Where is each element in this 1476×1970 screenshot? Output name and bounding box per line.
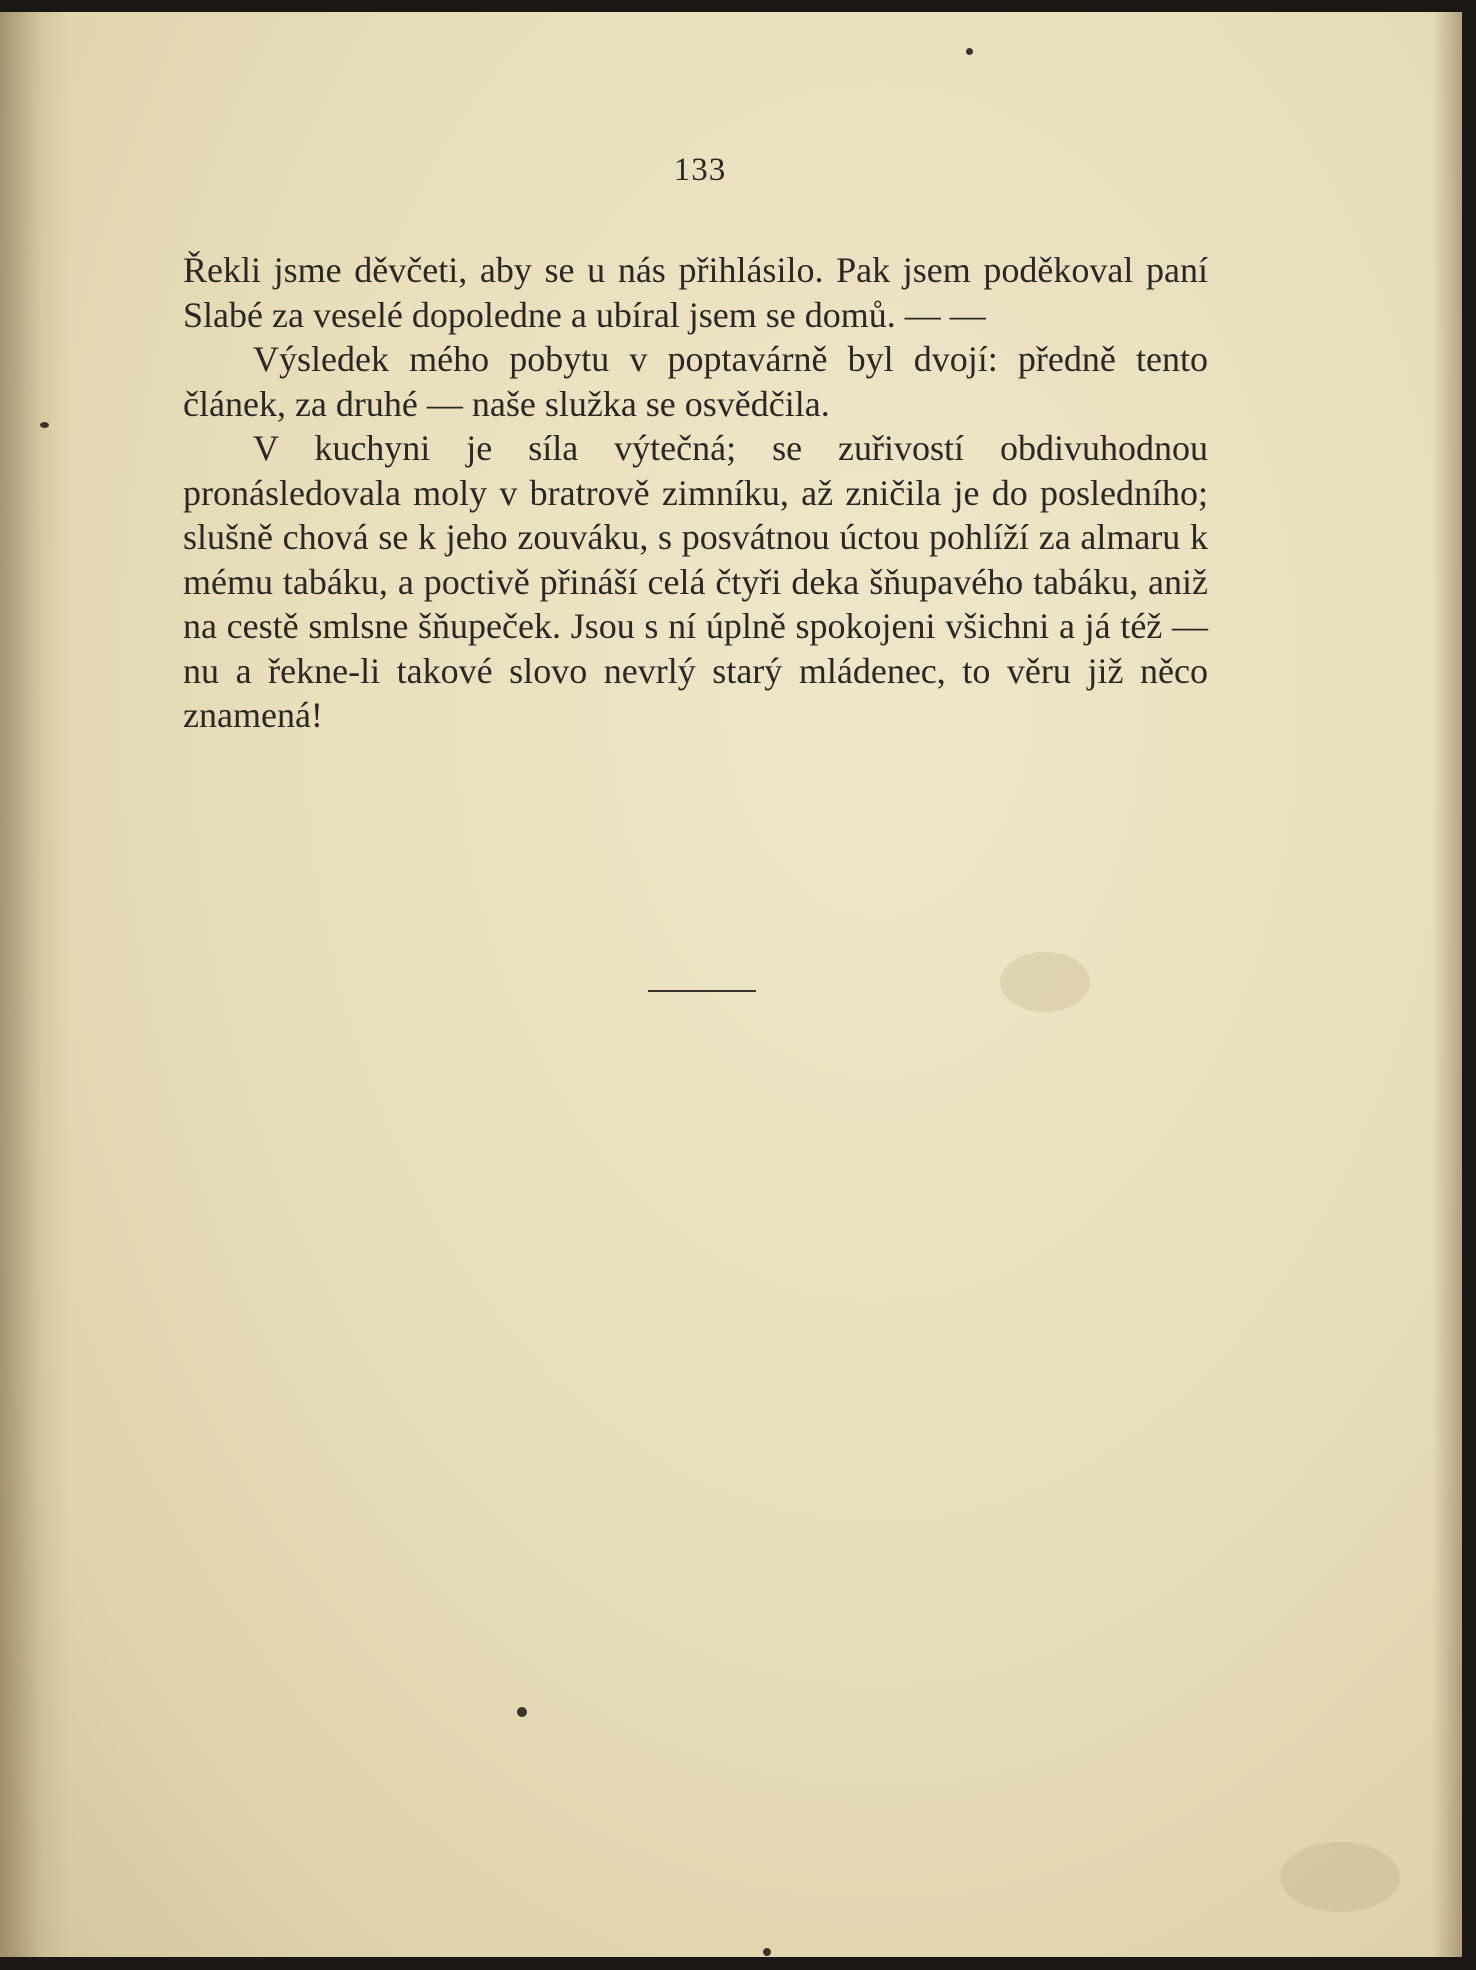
ink-speck (763, 1948, 771, 1956)
page-number: 133 (673, 152, 727, 188)
paper-stain (1280, 1842, 1400, 1912)
ink-speck (966, 48, 973, 55)
page-edge-shadow (1432, 12, 1462, 1957)
paragraph: V kuchyni je síla výtečná; se zuřivostí obdivuhodnou pronásledovala moly v bratrově zimníku, až zničila je do posledního; slušně chová se k jeho zouváku, s posvátnou úctou pohlíží za almaru k mému tabáku, a poctivě přináší celá čtyři deka šňupavého tabáku, aniž na cestě smlsne šňupeček. Jsou s ní úplně spokojeni všichni a já též — nu a řekne-li takové slovo nevrlý starý mládenec, to věru již něco znamená! (183, 428, 1208, 735)
section-end-rule (648, 990, 756, 992)
book-page (0, 12, 1462, 1957)
paper-stain (1000, 952, 1090, 1012)
paragraph: Výsledek mého pobytu v poptavárně byl dvojí: předně tento článek, za druhé — naše služka se osvědčila. (183, 339, 1208, 424)
spine-shadow (0, 12, 70, 1957)
ink-speck (517, 1707, 527, 1717)
paragraph: Řekli jsme děvčeti, aby se u nás přihlásilo. Pak jsem poděkoval paní Slabé za veselé dopoledne a ubíral jsem se domů. — — (183, 250, 1208, 335)
ink-speck (40, 422, 49, 428)
body-text (183, 248, 1208, 738)
